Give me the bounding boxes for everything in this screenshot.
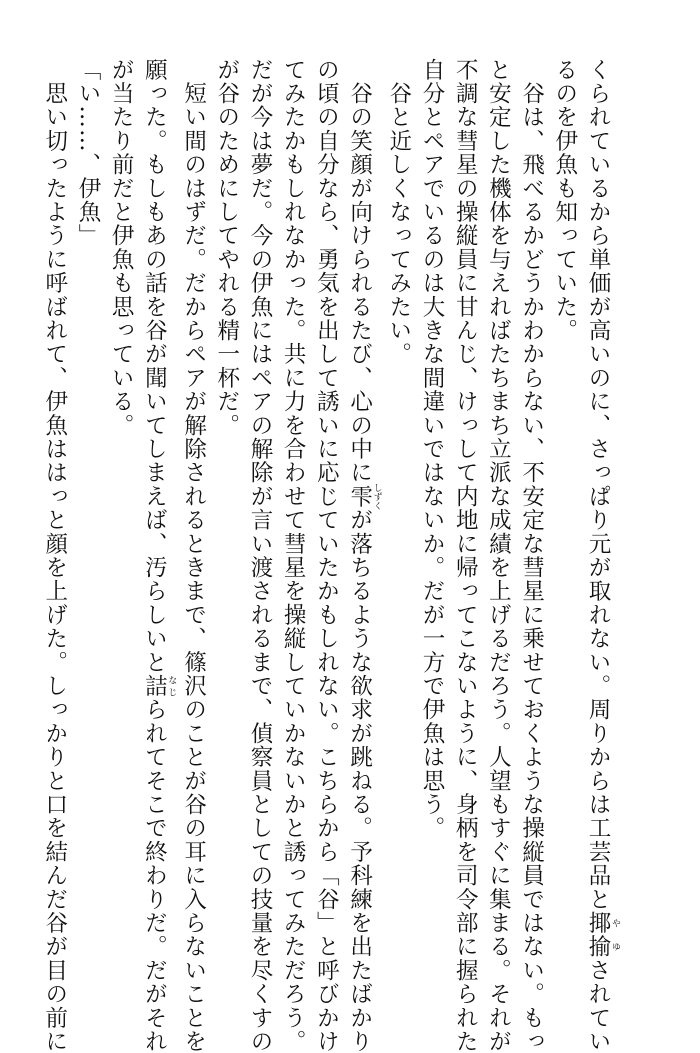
text-line-4: と安定した機体を与えればたちまち立派な成績を上げるだろう。人望もすぐに集まる。それが: [485, 58, 512, 1053]
text-line-7: 谷と近しくなってみたい。: [385, 58, 412, 367]
text-line-12: が谷のためにしてやれる精一杯だ。: [213, 58, 240, 438]
ruby-yayu: 揶揄 やゆ: [585, 911, 620, 959]
text-line-1: くられているから単価が高いのに、さっぱり元が取れない。周りからは工芸品と揶揄 やゆされてい: [585, 58, 620, 1053]
text-line-16: 「い……、伊魚」: [74, 58, 101, 248]
text-line-13: 短い間のはずだ。だからペアが解除されるときまで、篠沢のことが谷の耳に入らないことを: [180, 58, 207, 1053]
text-line-10: てみたかもしれなかった。共に力を合わせて彗星を操縦していかないかと誘ってみただろう。: [280, 58, 307, 1053]
text-line-6: 自分とペアでいるのは大きな間違いではないか。だが一方で伊魚は思う。: [418, 58, 445, 841]
text-line-11: だが今は夢だ。今の伊魚にはペアの解除が言い渡されるまで、偵察員としての技量を尽くすの: [246, 58, 273, 1053]
text-line-14: 願った。もしもあの話を谷が聞いてしまえば、汚らしいと詰 なじられてそこで終わりだ。だがそれ: [141, 58, 177, 1053]
text-line-5: 不調な彗星の操縦員に甘んじ、けっして内地に帰ってこないように、身柄を司令部に握られた: [452, 58, 479, 1053]
text-line-3: 谷は、飛べるかどうかわからない、不安定な彗星に乗せておくような操縦員ではない。もっ: [518, 58, 545, 1053]
ruby-shizuku: 雫 しずく: [346, 482, 382, 510]
text-line-17: 思い切ったように呼ばれて、伊魚ははっと顔を上げた。しっかりと口を結んだ谷が目の前に: [41, 58, 68, 1053]
ruby-nazi: 詰 なじ: [141, 674, 177, 698]
vertical-text-body: [38, 58, 620, 1053]
text-line-15: が当たり前だと伊魚も思っている。: [108, 58, 135, 438]
text-line-9: の頃の自分なら、勇気を出して誘いに応じていたかもしれない。こちらから「谷」と呼びかけ: [313, 58, 340, 1053]
text-line-2: るのを伊魚も知っていた。: [551, 58, 578, 343]
text-line-8: 谷の笑顔が向けられるたび、心の中に雫 しずくが落ちるような欲求が跳ねる。予科練を出たばかり: [346, 58, 382, 1053]
